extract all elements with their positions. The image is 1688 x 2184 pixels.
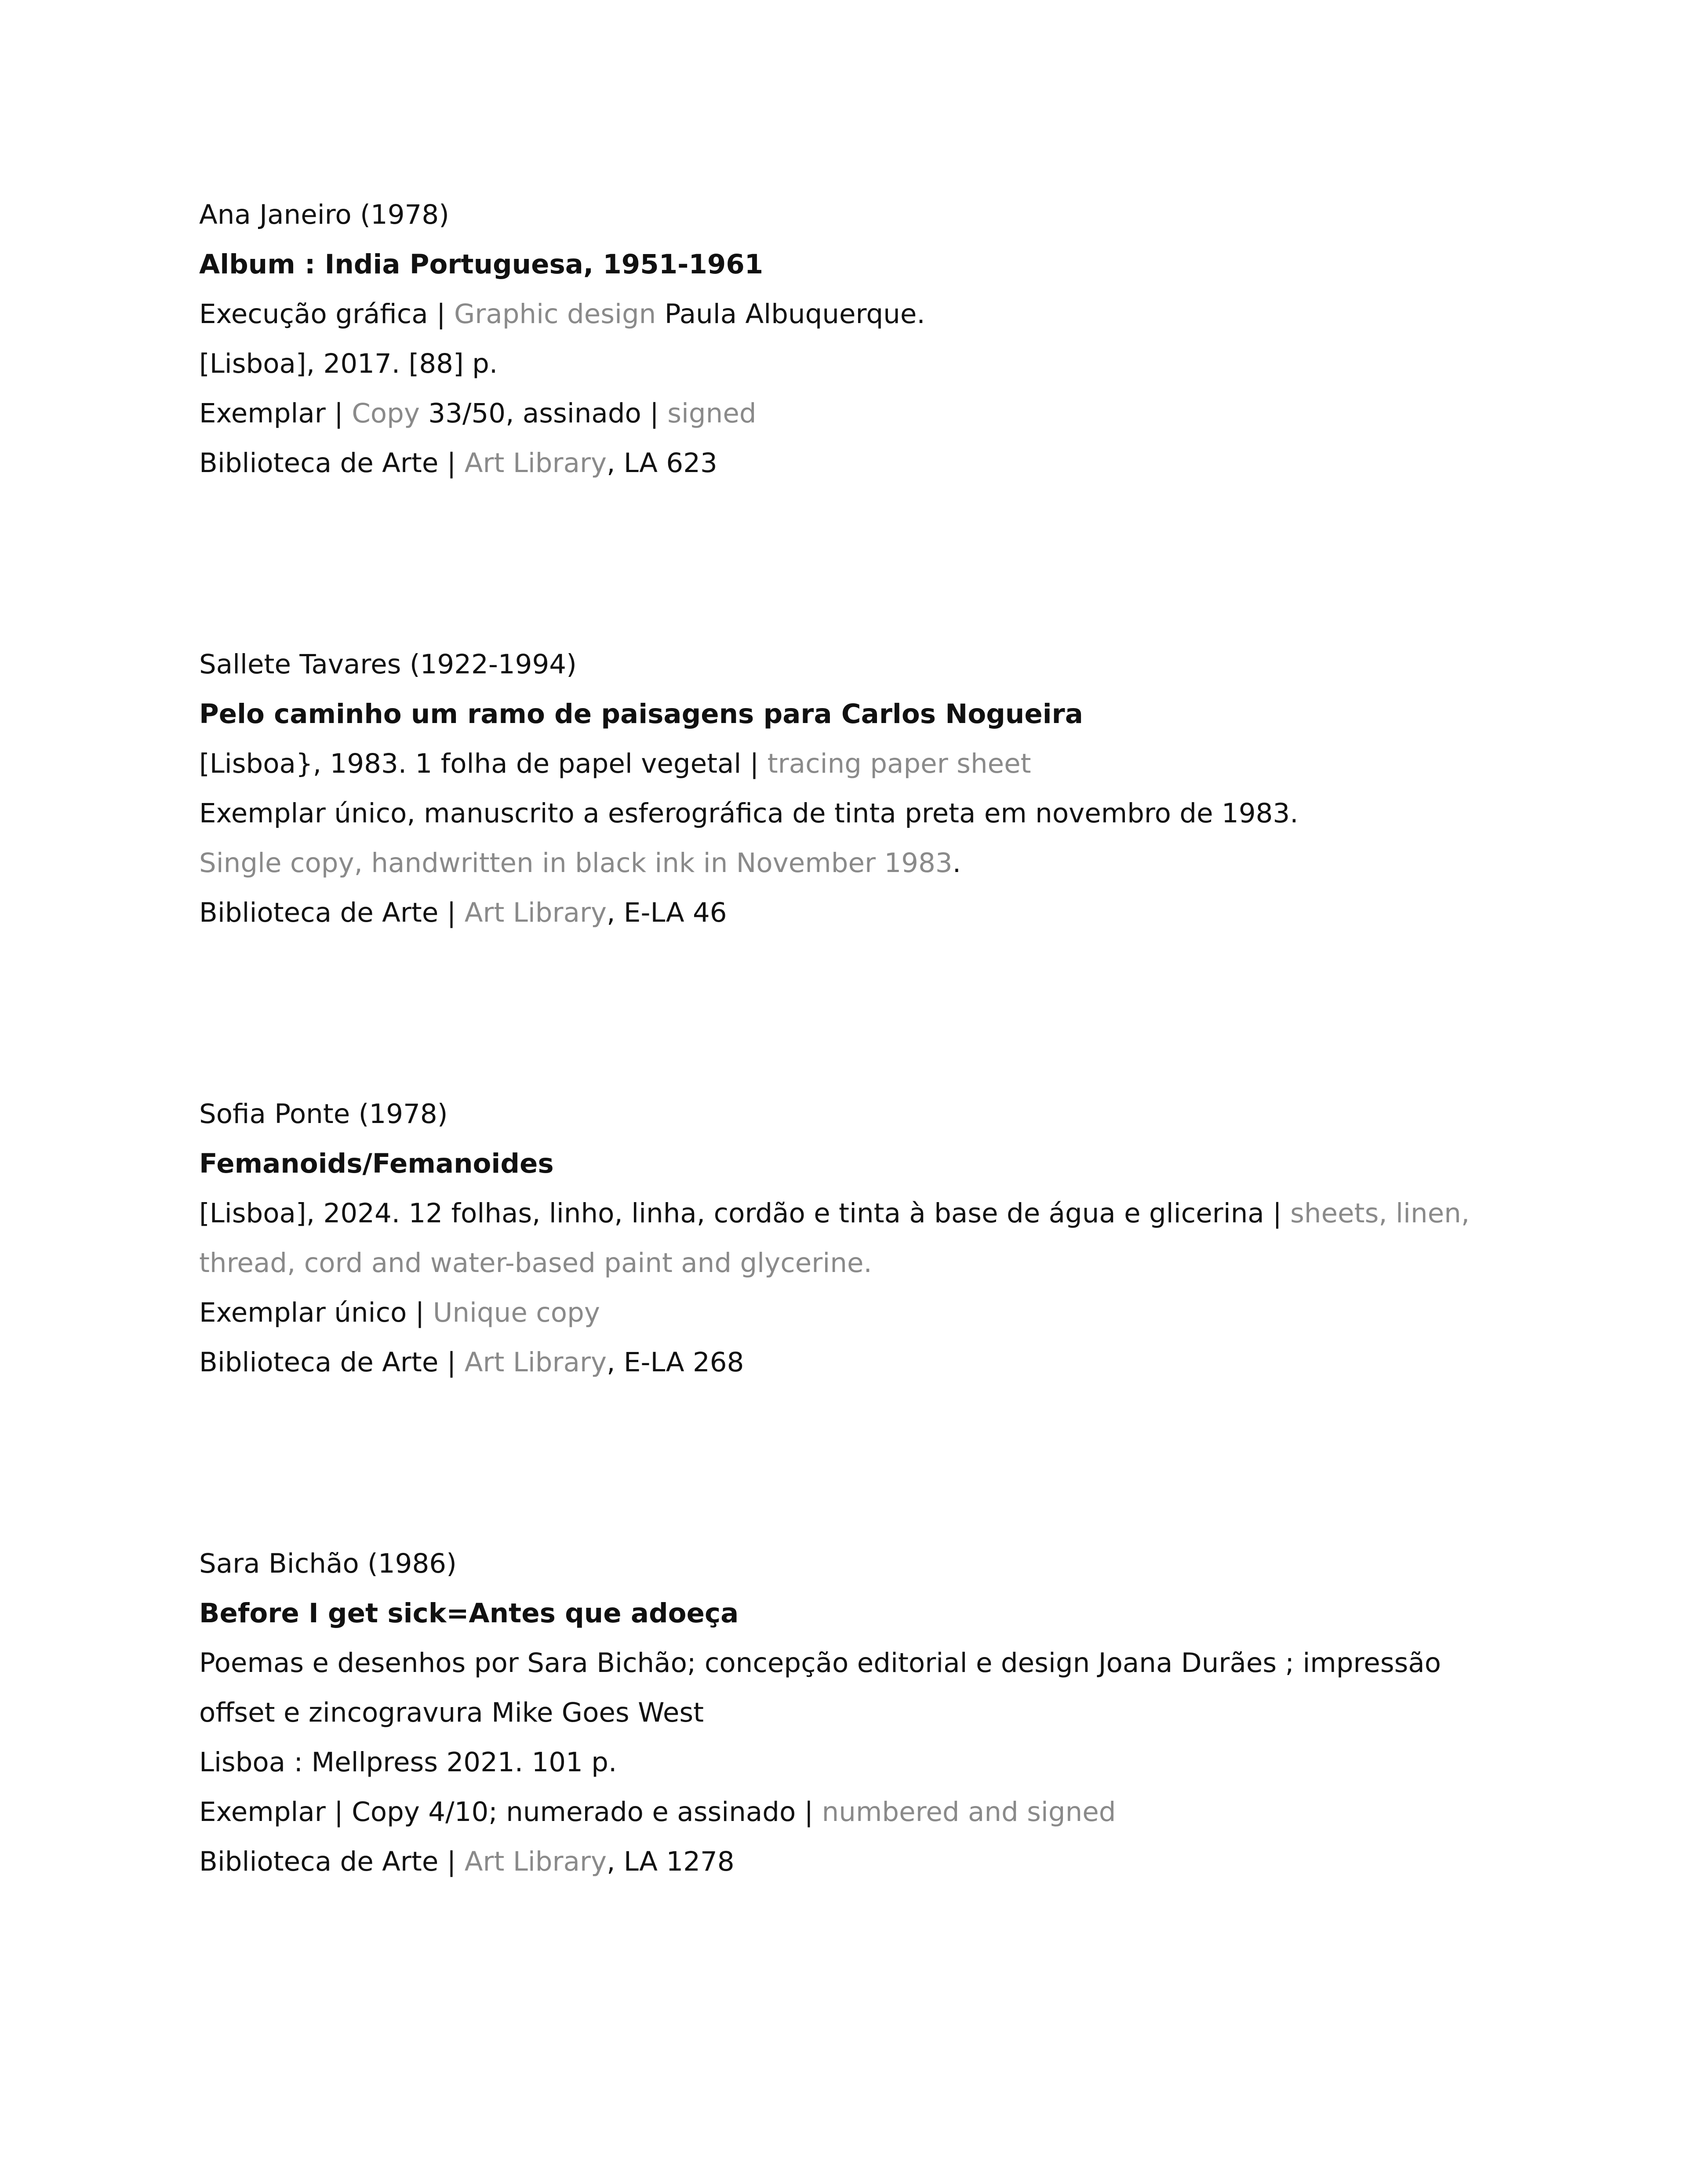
- entry-detail-line: [199, 1188, 1518, 1238]
- text-segment: , LA 623: [607, 447, 717, 479]
- entry-detail-line: [199, 1337, 1518, 1387]
- entry-author: Sofia Ponte (1978): [199, 1098, 448, 1130]
- catalog-entry: [199, 1539, 1518, 1886]
- catalog-entry: [199, 1089, 1518, 1387]
- text-segment: Exemplar único |: [199, 1297, 433, 1328]
- translation-segment: Copy: [352, 398, 420, 429]
- catalog-entry: [199, 640, 1518, 938]
- text-segment: Biblioteca de Arte |: [199, 447, 465, 479]
- entry-detail-line: [199, 1837, 1518, 1886]
- text-segment: Biblioteca de Arte |: [199, 1846, 465, 1877]
- text-segment: .: [952, 847, 961, 879]
- entry-detail-line: [199, 1737, 1518, 1787]
- entry-title: Pelo caminho um ramo de paisagens para Carlos Nogueira: [199, 698, 1083, 730]
- entry-detail-line: [199, 1288, 1518, 1337]
- document-page: [199, 190, 1518, 2038]
- entry-detail-line: [199, 838, 1518, 888]
- translation-segment: sheets, linen,: [1290, 1198, 1470, 1229]
- text-segment: Poemas e desenhos por Sara Bichão; concepção editorial e design Joana Durães ; impressão: [199, 1647, 1441, 1679]
- text-segment: Lisboa : Mellpress 2021. 101 p.: [199, 1747, 617, 1778]
- entry-author: Ana Janeiro (1978): [199, 199, 449, 230]
- entry-author: Sara Bichão (1986): [199, 1548, 457, 1579]
- translation-segment: Art Library: [464, 1846, 607, 1877]
- entry-detail-line: [199, 289, 1518, 339]
- text-segment: Exemplar |: [199, 398, 352, 429]
- entry-detail-line: [199, 888, 1518, 938]
- entry-detail-line: [199, 1238, 1518, 1288]
- translation-segment: Single copy, handwritten in black ink in November 1983: [199, 847, 953, 879]
- text-segment: [Lisboa}, 1983. 1 folha de papel vegetal |: [199, 748, 768, 779]
- text-segment: offset e zincogravura Mike Goes West: [199, 1697, 704, 1728]
- entry-detail-line: [199, 789, 1518, 838]
- text-segment: Biblioteca de Arte |: [199, 897, 465, 928]
- text-segment: , E-LA 46: [607, 897, 727, 928]
- entry-author: Sallete Tavares (1922-1994): [199, 649, 577, 680]
- text-segment: Execução gráfica |: [199, 298, 454, 330]
- text-segment: Exemplar | Copy 4/10; numerado e assinado |: [199, 1796, 822, 1828]
- text-segment: [Lisboa], 2017. [88] p.: [199, 348, 498, 379]
- translation-segment: numbered and signed: [822, 1796, 1116, 1828]
- text-segment: Exemplar único, manuscrito a esferográfica de tinta preta em novembro de 1983.: [199, 798, 1299, 829]
- entry-detail-line: [199, 438, 1518, 488]
- entry-title: Femanoids/Femanoides: [199, 1148, 554, 1179]
- entry-detail-line: [199, 339, 1518, 389]
- translation-segment: Art Library: [464, 447, 607, 479]
- entry-detail-line: [199, 1688, 1518, 1737]
- translation-segment: signed: [667, 398, 757, 429]
- text-segment: , LA 1278: [607, 1846, 735, 1877]
- text-segment: 33/50, assinado |: [419, 398, 668, 429]
- entry-title: Before I get sick=Antes que adoeça: [199, 1598, 739, 1629]
- entry-detail-line: [199, 1638, 1518, 1688]
- translation-segment: thread, cord and water-based paint and glycerine.: [199, 1247, 872, 1279]
- entry-detail-line: [199, 739, 1518, 789]
- translation-segment: tracing paper sheet: [767, 748, 1031, 779]
- entry-detail-line: [199, 1787, 1518, 1837]
- text-segment: Paula Albuquerque.: [656, 298, 925, 330]
- translation-segment: Art Library: [464, 1347, 607, 1378]
- catalog-entry: [199, 190, 1518, 488]
- translation-segment: Art Library: [464, 897, 607, 928]
- translation-segment: Unique copy: [433, 1297, 600, 1328]
- entry-title: Album : India Portuguesa, 1951-1961: [199, 249, 764, 280]
- text-segment: [Lisboa], 2024. 12 folhas, linho, linha, cordão e tinta à base de água e glicerina |: [199, 1198, 1291, 1229]
- text-segment: , E-LA 268: [607, 1347, 744, 1378]
- translation-segment: Graphic design: [454, 298, 656, 330]
- text-segment: Biblioteca de Arte |: [199, 1347, 465, 1378]
- entry-detail-line: [199, 389, 1518, 438]
